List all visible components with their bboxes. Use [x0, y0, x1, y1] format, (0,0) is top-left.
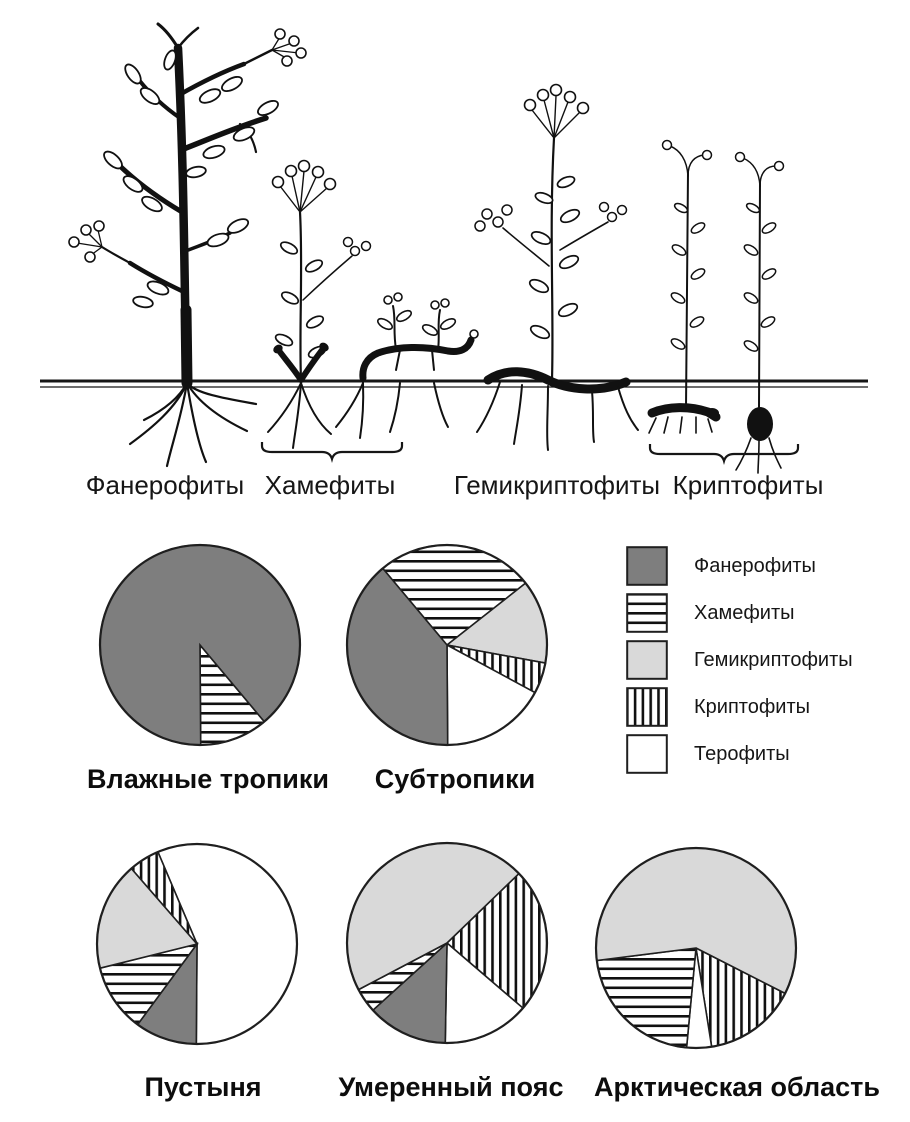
hemicryptophytes-swatch-icon [626, 640, 668, 680]
legend-item-chamaephytes [626, 593, 853, 633]
pie-chart-arctic [592, 844, 800, 1052]
label-hemicryptophytes: Гемикриптофиты [453, 470, 661, 500]
hemicryptophyte-plant-drawing [475, 85, 638, 451]
cryptophyte-plants-drawing [649, 141, 784, 474]
legend-label: Криптофиты [694, 695, 810, 718]
pie-chart-humid-tropics [96, 541, 304, 749]
legend-item-therophytes [626, 734, 853, 774]
legend-item-cryptophytes [626, 687, 853, 727]
pie-title-desert: Пустыня [144, 1072, 262, 1102]
therophytes-swatch-icon [626, 734, 668, 774]
chamaephytes-swatch-icon [626, 593, 668, 633]
phanerophyte-plant-drawing [69, 24, 306, 466]
pie-title-arctic: Арктическая область [594, 1072, 880, 1102]
ground-line [40, 381, 868, 387]
chamaephytes-bracket [262, 442, 402, 459]
label-phanerophytes: Фанерофиты [85, 470, 245, 500]
life-forms-illustration [0, 0, 910, 505]
legend-item-hemicryptophytes [626, 640, 853, 680]
pie-chart-temperate [343, 839, 551, 1047]
legend-label: Хамефиты [694, 601, 795, 624]
label-cryptophytes: Криптофиты [672, 470, 824, 500]
chamaephyte-plants-drawing [268, 161, 478, 449]
pie-title-subtropics: Субтропики [374, 764, 536, 794]
pie-title-temperate: Умеренный пояс [338, 1072, 564, 1102]
legend-label: Гемикриптофиты [694, 648, 853, 671]
cryptophytes-swatch-icon [626, 687, 668, 727]
pie-title-humid-tropics: Влажные тропики [87, 764, 329, 794]
pie-chart-desert [93, 840, 301, 1048]
label-chamaephytes: Хамефиты [264, 470, 396, 500]
phanerophytes-swatch-icon [626, 546, 668, 586]
legend-label: Фанерофиты [694, 554, 816, 577]
pie-chart-subtropics [343, 541, 551, 749]
legend [626, 546, 853, 781]
legend-label: Терофиты [694, 742, 790, 765]
legend-item-phanerophytes [626, 546, 853, 586]
